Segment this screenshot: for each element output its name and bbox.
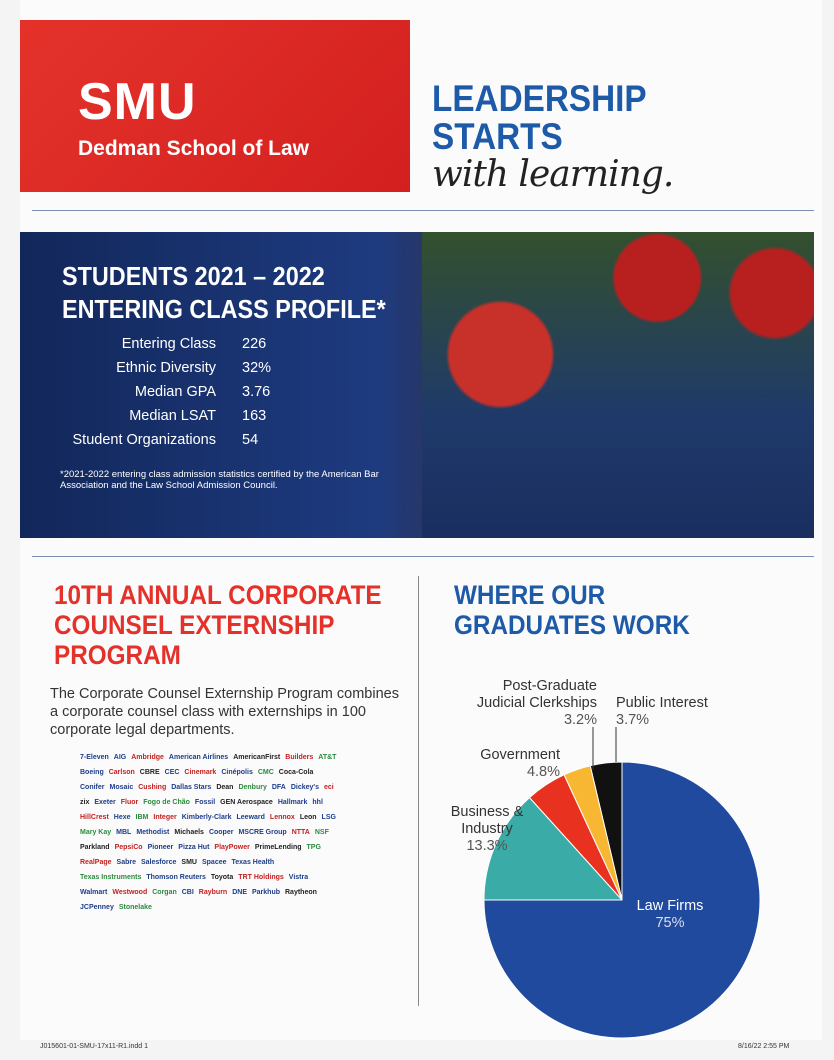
- externship-description: The Corporate Counsel Externship Program combines a corporate counsel class with externships in 100 corporate legal departments.: [50, 686, 399, 738]
- profile-title: STUDENTS 2021 – 2022 ENTERING CLASS PROFILE*: [62, 261, 386, 324]
- company-logo: Spacee: [201, 859, 227, 866]
- company-logo: Boeing: [80, 769, 104, 776]
- company-logo: Cinemark: [184, 769, 217, 776]
- company-logo: Integer: [153, 814, 177, 821]
- stat-value: 32%: [242, 360, 272, 376]
- company-logo: PepsiCo: [114, 844, 143, 851]
- label-clerkships: Post-Graduate Judicial Clerkships 3.2%: [476, 678, 597, 728]
- company-logo: Toyota: [210, 874, 234, 881]
- footer-date: 8/16/22 2:55 PM: [738, 1043, 790, 1050]
- company-logo: AmericanFirst: [233, 754, 281, 761]
- company-logo: RealPage: [80, 859, 112, 866]
- company-logo: TRT Holdings: [238, 874, 284, 881]
- company-logo: Dallas Stars: [171, 784, 212, 791]
- company-logo: Lennox: [269, 814, 295, 821]
- company-logo: CMC: [257, 769, 274, 776]
- company-logo: Denbury: [238, 784, 267, 791]
- company-logo: Stonelake: [118, 904, 152, 911]
- company-logo: Ambridge: [131, 754, 164, 761]
- graduates-title: WHERE OUR GRADUATES WORK: [454, 580, 690, 640]
- company-logo: Pioneer: [147, 844, 174, 851]
- company-logo: zix: [80, 799, 90, 806]
- company-logo: Hallmark: [277, 799, 308, 806]
- company-logo: IBM: [135, 814, 149, 821]
- company-logo: Mosaic: [109, 784, 134, 791]
- company-logo: Parkhub: [251, 889, 280, 896]
- company-logo: Pizza Hut: [178, 844, 210, 851]
- company-logo: Corgan: [152, 889, 177, 896]
- company-logo: Conifer: [80, 784, 105, 791]
- company-logo: Raytheon: [285, 889, 317, 896]
- company-logo: Thomson Reuters: [146, 874, 206, 881]
- company-logo: MSCRE Group: [238, 829, 287, 836]
- company-logo: Texas Health: [231, 859, 275, 866]
- company-logo: Westwood: [112, 889, 148, 896]
- stat-label: Student Organizations: [72, 432, 216, 448]
- company-logo: Cooper: [208, 829, 234, 836]
- company-logo: NTTA: [291, 829, 310, 836]
- company-logo: Kimberly-Clark: [181, 814, 232, 821]
- company-logo: DNE: [232, 889, 247, 896]
- company-logo: AT&T: [318, 754, 337, 761]
- stat-value: 226: [242, 336, 267, 352]
- company-logo: CBI: [181, 889, 194, 896]
- school-name: Dedman School of Law: [78, 137, 310, 160]
- company-logo: hhl: [312, 799, 323, 806]
- footer-file: J015601-01-SMU-17x11-R1.indd 1: [40, 1043, 149, 1050]
- company-logo: eci: [324, 784, 334, 791]
- company-logo: PrimeLending: [254, 844, 302, 851]
- stat-label: Median GPA: [134, 384, 216, 400]
- label-government: Government 4.8%: [480, 747, 560, 780]
- company-logo: Texas Instruments: [80, 874, 142, 881]
- company-logo: Methodist: [136, 829, 170, 836]
- label-business: Business & Industry 13.3%: [450, 804, 524, 854]
- company-logo: Fogo de Chão: [143, 799, 190, 806]
- tagline-script: with learning.: [432, 154, 674, 195]
- company-logo: Carlson: [108, 769, 135, 776]
- profile-footnote: *2021-2022 entering class admission statistics certified by the American Bar Association and the Law School Admission Council.: [60, 469, 379, 491]
- stat-value: 163: [242, 408, 267, 424]
- company-logo: LSG: [321, 814, 336, 821]
- stat-value: 3.76: [242, 384, 271, 400]
- company-logo: Parkland: [80, 844, 110, 851]
- stat-label: Entering Class: [121, 336, 216, 352]
- company-logo: Leon: [299, 814, 317, 821]
- company-logo: Hexe: [113, 814, 131, 821]
- company-logo: JCPenney: [80, 904, 114, 911]
- stat-label: Median LSAT: [129, 408, 216, 424]
- company-logo: American Airlines: [168, 754, 229, 761]
- smu-logo: SMU: [78, 73, 197, 131]
- company-logo: NSF: [314, 829, 329, 836]
- company-logo: SMU: [181, 859, 197, 866]
- company-logo: Walmart: [80, 889, 108, 896]
- company-logo: TPG: [306, 844, 321, 851]
- company-logo: Rayburn: [198, 889, 228, 896]
- company-logo: Dickey's: [290, 784, 319, 791]
- company-logo: Vistra: [288, 874, 309, 881]
- stat-label: Ethnic Diversity: [116, 360, 216, 376]
- company-logo: CBRE: [139, 769, 160, 776]
- company-logo: Dean: [216, 784, 234, 791]
- company-logo: Salesforce: [141, 859, 177, 866]
- company-logo: Leeward: [236, 814, 265, 821]
- company-logo: Michaels: [174, 829, 204, 836]
- company-logo: Exeter: [94, 799, 116, 806]
- company-logo: 7-Eleven: [80, 754, 109, 761]
- company-logo: CEC: [164, 769, 180, 776]
- stat-value: 54: [242, 432, 259, 448]
- label-public-interest: Public Interest 3.7%: [616, 695, 708, 728]
- company-logo: MBL: [116, 829, 132, 836]
- company-logo: Cinépolis: [221, 769, 253, 776]
- company-logo: DFA: [271, 784, 286, 791]
- company-logo: Builders: [285, 754, 314, 761]
- tagline-heading: LEADERSHIP STARTS: [432, 78, 647, 157]
- company-logo: Fossil: [194, 799, 216, 806]
- company-logo: Fluor: [120, 799, 139, 806]
- company-logo: AIG: [113, 754, 127, 761]
- company-logo: PlayPower: [214, 844, 250, 851]
- label-law-firms: Law Firms 75%: [636, 898, 704, 931]
- company-logo: GEN Aerospace: [220, 799, 273, 806]
- company-logo: Mary Kay: [80, 829, 112, 836]
- externship-title: 10TH ANNUAL CORPORATE COUNSEL EXTERNSHIP PROGRAM: [54, 580, 382, 670]
- company-logo: Sabre: [116, 859, 136, 866]
- company-logo: Cushing: [138, 784, 167, 791]
- company-logo: HillCrest: [80, 814, 109, 821]
- company-logo: Coca-Cola: [278, 769, 314, 776]
